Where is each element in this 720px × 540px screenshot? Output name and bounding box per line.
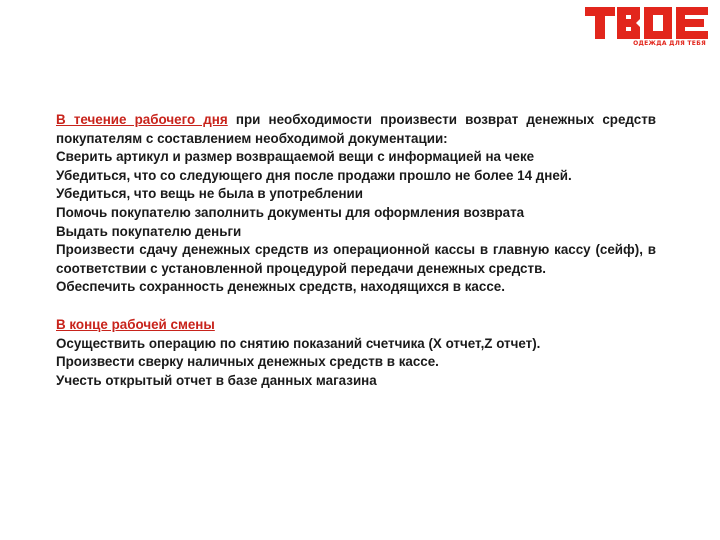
- section1-intro: [56, 111, 656, 148]
- list-item: Сверить артикул и размер возвращаемой вещи с информацией на чеке: [56, 149, 535, 165]
- section-spacer: [56, 297, 656, 316]
- list-item: Обеспечить сохранность денежных средств, находящихся в кассе.: [56, 279, 505, 295]
- brand-logo-wordmark: [584, 6, 710, 40]
- section2-heading: В конце рабочей смены: [56, 316, 215, 332]
- list-item: Произвести сверку наличных денежных средств в кассе.: [56, 354, 439, 370]
- list-item: Выдать покупателю деньги: [56, 223, 242, 239]
- section2-heading-line: [56, 316, 656, 335]
- list-item: Убедиться, что вещь не была в употреблении: [56, 186, 363, 202]
- list-item: Помочь покупателю заполнить документы для оформления возврата: [56, 204, 525, 220]
- list-item: Осуществить операцию по снятию показаний счетчика (X отчет,Z отчет).: [56, 335, 541, 351]
- document-body: [56, 111, 656, 390]
- list-item: Учесть открытый отчет в базе данных магазина: [56, 372, 377, 388]
- brand-logo: [584, 6, 710, 50]
- brand-tagline: ОДЕЖДА ДЛЯ ТЕБЯ: [633, 40, 706, 47]
- list-item: Произвести сдачу денежных средств из операционной кассы в главную кассу (сейф), в соответствии с установленной процедурой передачи денежных средств.: [56, 242, 656, 276]
- list-item: Убедиться, что со следующего дня после продажи прошло не более 14 дней.: [56, 167, 572, 183]
- section1-intro-text: при необходимости произвести возврат денежных средств покупателям с составлением необходимой документации:: [56, 112, 656, 146]
- section1-heading: В течение рабочего дня: [56, 112, 228, 127]
